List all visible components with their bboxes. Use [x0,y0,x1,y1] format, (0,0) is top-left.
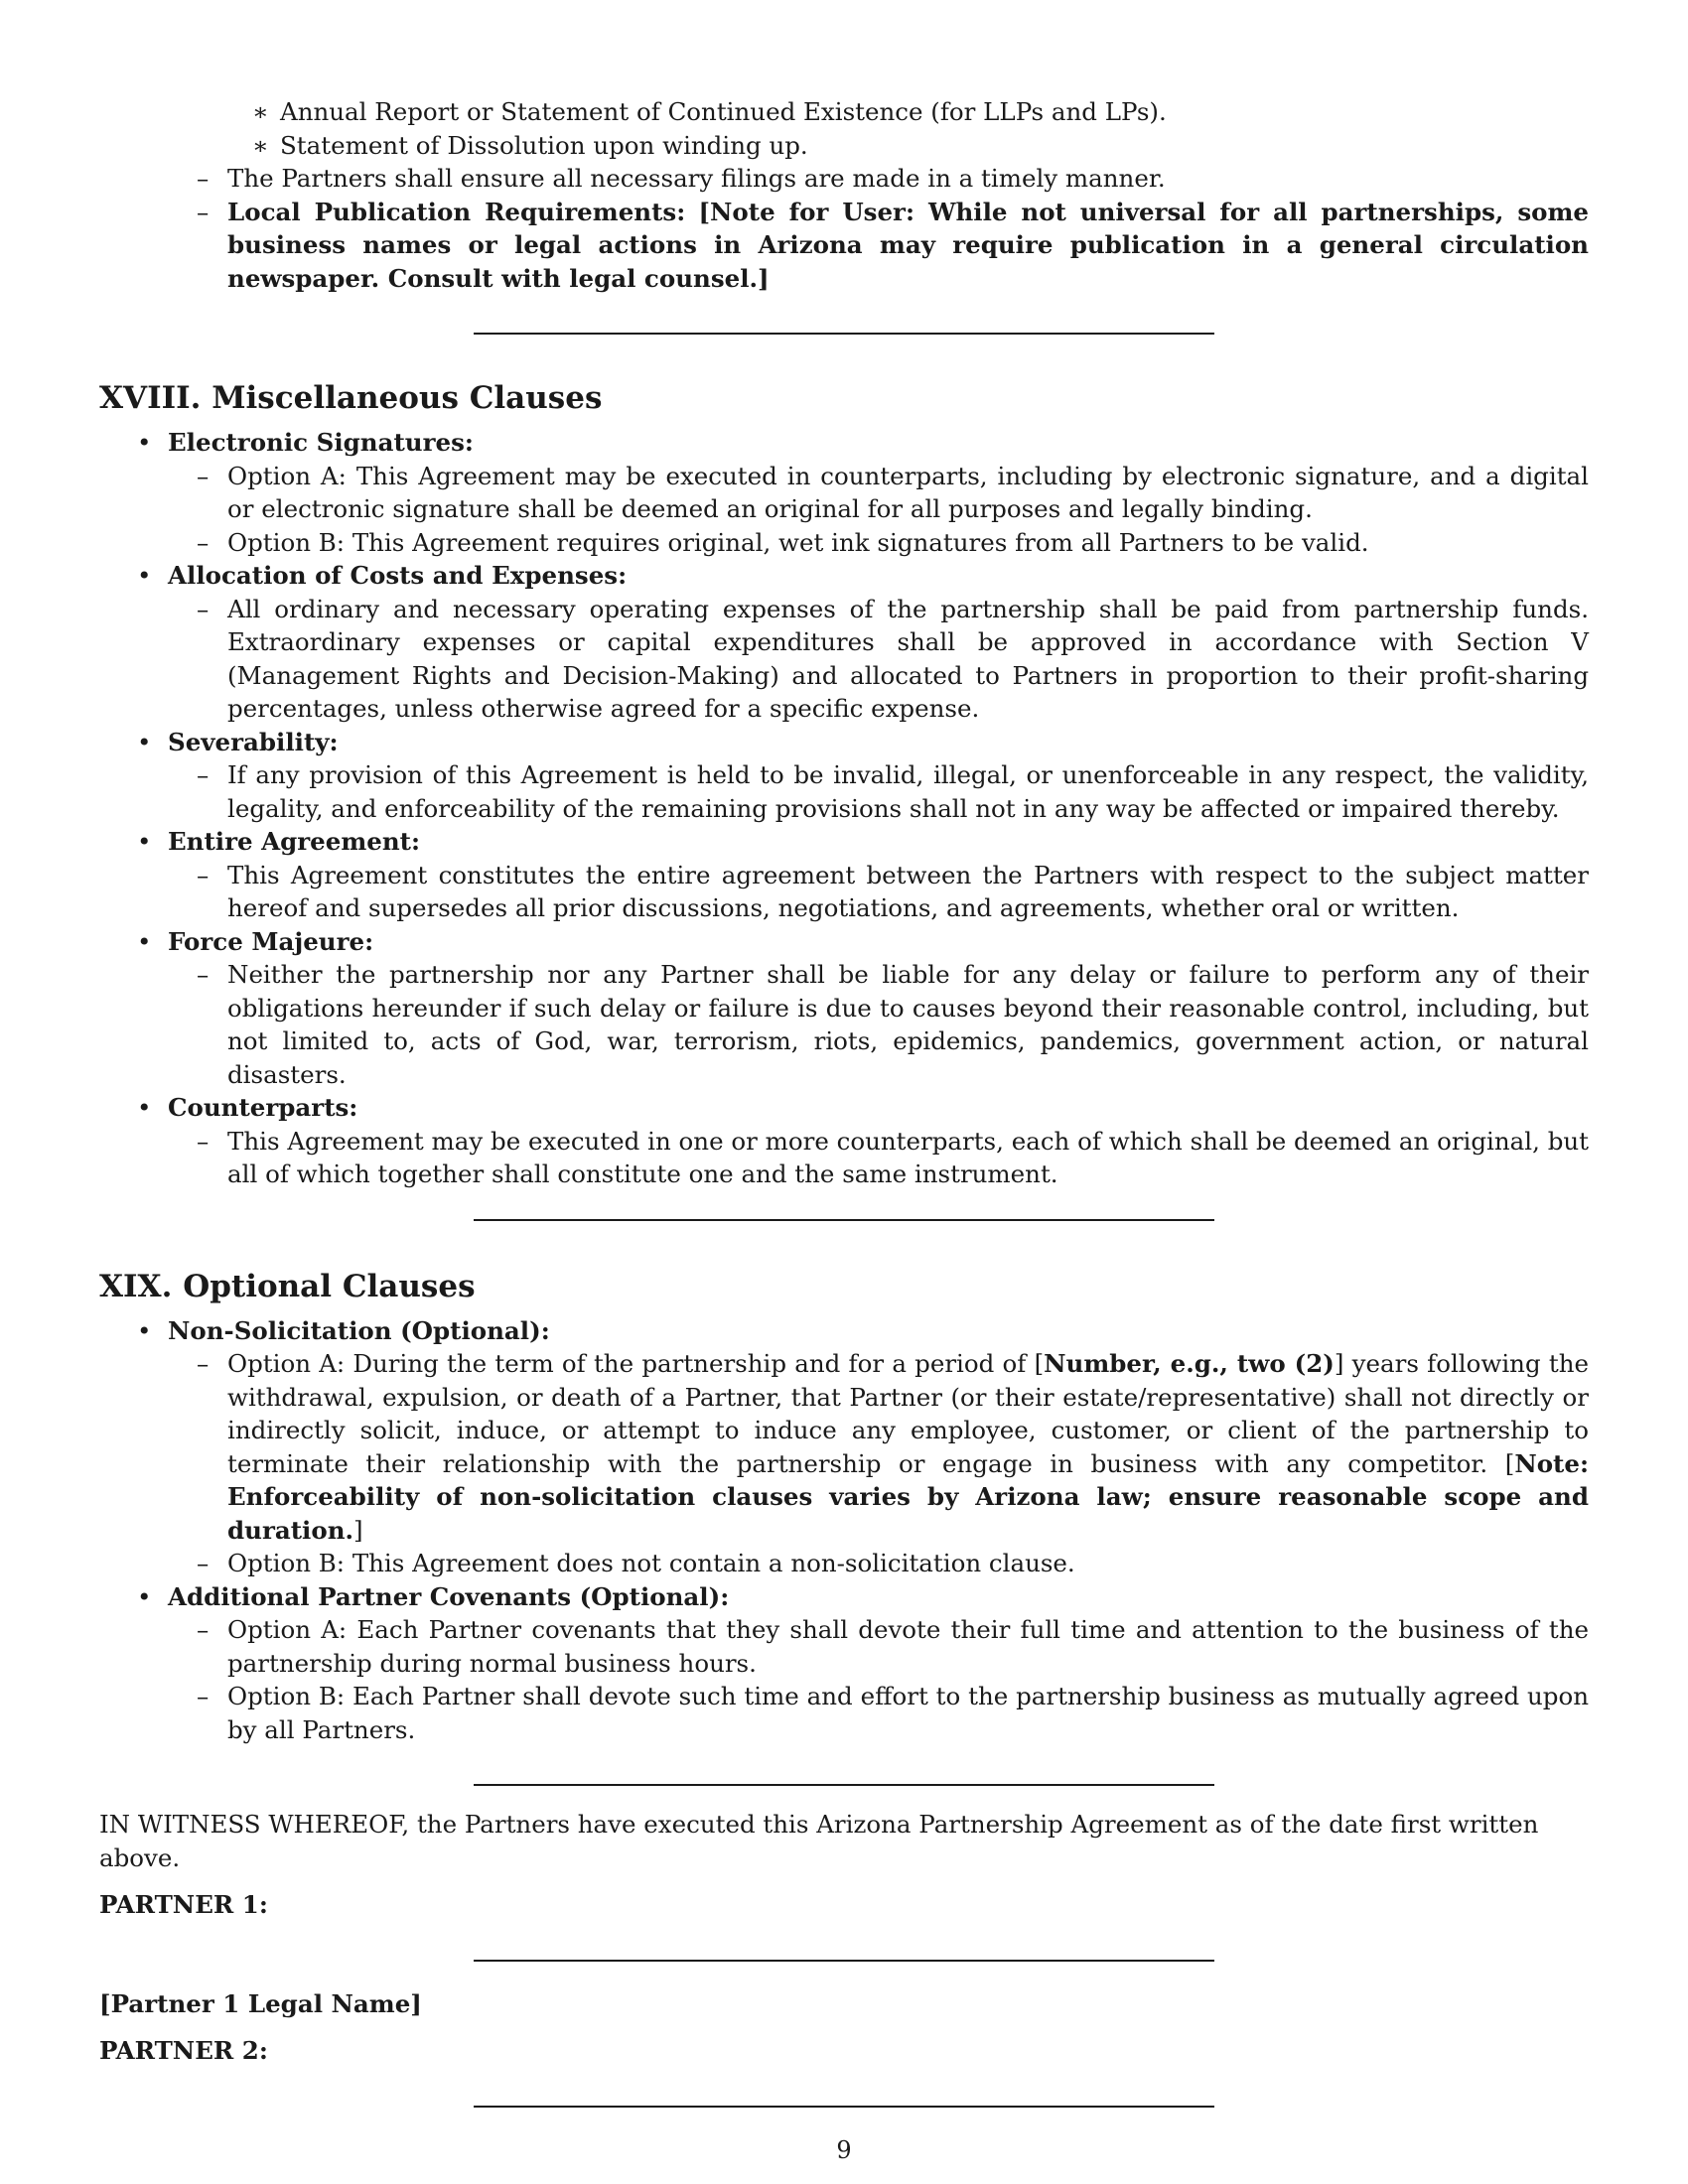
list-item-force-text [99,958,1589,1091]
section-divider [474,1784,1214,1786]
dash-marker: – [197,1549,210,1577]
dash-marker: – [197,1682,210,1710]
list-item-nonsolicit-option-b [99,1547,1589,1580]
bullet-force-majeure [99,925,1589,959]
bullet-label: Additional Partner Covenants (Optional): [168,1581,730,1611]
dash-marker: – [197,1615,210,1644]
bullet-severability [99,726,1589,759]
bullet-partner-covenants [99,1580,1589,1614]
bullet-marker: • [137,827,152,856]
bullet-marker: • [137,727,152,756]
partner-1-label: PARTNER 1: [99,1890,268,1919]
nonsolicit-enforceability-note: Note: Enforceability of non-solicitation clauses varies by Arizona law; ensure reasonable scope and duration. [227,1448,1589,1545]
bullet-label: Electronic Signatures: [168,428,474,457]
partner-1-signature-line [474,1960,1214,1962]
partner-1-name-placeholder: [Partner 1 Legal Name] [99,1988,422,2018]
list-item-counterparts-text [99,1125,1589,1191]
list-item-filing-annual-report [99,95,1589,129]
star-marker: ∗ [252,97,269,126]
nonsolicit-text-3: ] [353,1515,363,1545]
bullet-marker: • [137,428,152,457]
list-item-electronic-option-a [99,460,1589,526]
nonsolicit-text-1: Option A: During the term of the partnership and for a period of [ [227,1349,1045,1378]
list-item-text: Option B: This Agreement does not contain a non-solicitation clause. [227,1549,1075,1577]
bullet-electronic-signatures [99,426,1589,460]
dash-marker: – [197,461,210,490]
bullet-marker: • [137,1315,152,1345]
list-item-text: Option B: This Agreement requires original, wet ink signatures from all Partners to be valid. [227,527,1369,557]
partner-2-label: PARTNER 2: [99,2036,268,2065]
list-item-text: This Agreement constitutes the entire agreement between the Partners with respect to the subject matter hereof and supersedes all prior discussions, negotiations, and agreements, whether oral or written. [227,860,1589,922]
list-item-covenants-option-b [99,1680,1589,1746]
dash-marker: – [197,1349,210,1378]
dash-marker: – [197,197,210,226]
bullet-marker: • [137,926,152,956]
bullet-label: Allocation of Costs and Expenses: [168,561,628,590]
list-item-text: If any provision of this Agreement is held to be invalid, illegal, or unenforceable in any respect, the validity, legality, and enforceability of the remaining provisions shall not in any way be affected or impaired thereby. [227,760,1589,823]
list-item-covenants-option-a [99,1613,1589,1680]
list-item-costs-text [99,593,1589,726]
bullet-non-solicitation [99,1314,1589,1348]
list-item-entire-text [99,859,1589,925]
section-divider [474,1219,1214,1221]
bullet-label: Severability: [168,727,339,756]
section-heading-miscellaneous: XVIII. Miscellaneous Clauses [99,380,603,416]
list-item-text: Annual Report or Statement of Continued Existence (for LLPs and LPs). [280,97,1167,126]
star-marker: ∗ [252,130,269,160]
dash-marker: – [197,164,210,193]
nonsolicit-text-2: ] years following the withdrawal, expulsion, or death of a Partner, that Partner (or their estate/representative) shall not directly or indirectly solicit, induce, or attempt to induce any employee, customer, or client of the partnership to terminate their relationship with the partnership or engage in business with any competitor. [ [227,1349,1589,1478]
witness-statement: IN WITNESS WHEREOF, the Partners have executed this Arizona Partnership Agreement as of the date first written above. [99,1810,1539,1872]
dash-marker: – [197,594,210,623]
list-item-nonsolicit-option-a [99,1347,1589,1547]
local-publication-note: [Note for User: While not universal for all partnerships, some business names or legal actions in Arizona may require publication in a general circulation newspaper. Consult with legal counsel.] [227,197,1589,293]
list-item-text: Neither the partnership nor any Partner shall be liable for any delay or failure to perform any of their obligations hereunder if such delay or failure is due to causes beyond their reasonable control, including, but not limited to, acts of God, war, terrorism, riots, epidemics, pandemics, government action, or natural disasters. [227,960,1589,1089]
bullet-marker: • [137,1581,152,1611]
dash-marker: – [197,527,210,557]
bullet-marker: • [137,1093,152,1122]
dash-marker: – [197,860,210,889]
section-heading-optional: XIX. Optional Clauses [99,1268,476,1304]
bullet-counterparts [99,1091,1589,1125]
list-item-text: Option B: Each Partner shall devote such time and effort to the partnership business as mutually agreed upon by all Partners. [227,1682,1589,1744]
partner-2-signature-line [474,2106,1214,2108]
list-item-filing-dissolution [99,129,1589,163]
local-publication-label: Local Publication Requirements: [227,197,686,226]
bullet-allocation-costs [99,559,1589,593]
list-item-timely-filings [99,162,1589,196]
section-divider [474,333,1214,335]
bullet-label: Entire Agreement: [168,827,421,856]
list-item-text: This Agreement may be executed in one or more counterparts, each of which shall be deemed an original, but all of which together shall constitute one and the same instrument. [227,1126,1589,1188]
list-item-text: Option A: This Agreement may be executed in counterparts, including by electronic signature, and a digital or electronic signature shall be deemed an original for all purposes and legally binding. [227,461,1589,523]
list-item-text: Statement of Dissolution upon winding up. [280,130,808,160]
list-item-electronic-option-b [99,526,1589,560]
page-number: 9 [836,2136,852,2164]
bullet-label: Non-Solicitation (Optional): [168,1315,550,1345]
dash-marker: – [197,1126,210,1156]
nonsolicit-number-placeholder: Number, e.g., two (2) [1044,1349,1335,1378]
list-item-text: Option A: Each Partner covenants that they shall devote their full time and attention to the business of the partnership during normal business hours. [227,1615,1589,1678]
bullet-label: Counterparts: [168,1093,358,1122]
dash-marker: – [197,960,210,989]
bullet-label: Force Majeure: [168,926,374,956]
bullet-entire-agreement [99,825,1589,859]
list-item-local-publication [99,196,1589,296]
bullet-marker: • [137,561,152,590]
list-item-severability-text [99,758,1589,825]
list-item-text: All ordinary and necessary operating expenses of the partnership shall be paid from partnership funds. Extraordinary expenses or capital expenditures shall be approved in accordance with Section V (Management Rights and Decision-Making) and allocated to Partners in proportion to their profit-sharing percentages, unless otherwise agreed for a specific expense. [227,594,1589,723]
dash-marker: – [197,760,210,789]
list-item-text: The Partners shall ensure all necessary filings are made in a timely manner. [227,164,1166,193]
document-body [99,95,1589,2108]
